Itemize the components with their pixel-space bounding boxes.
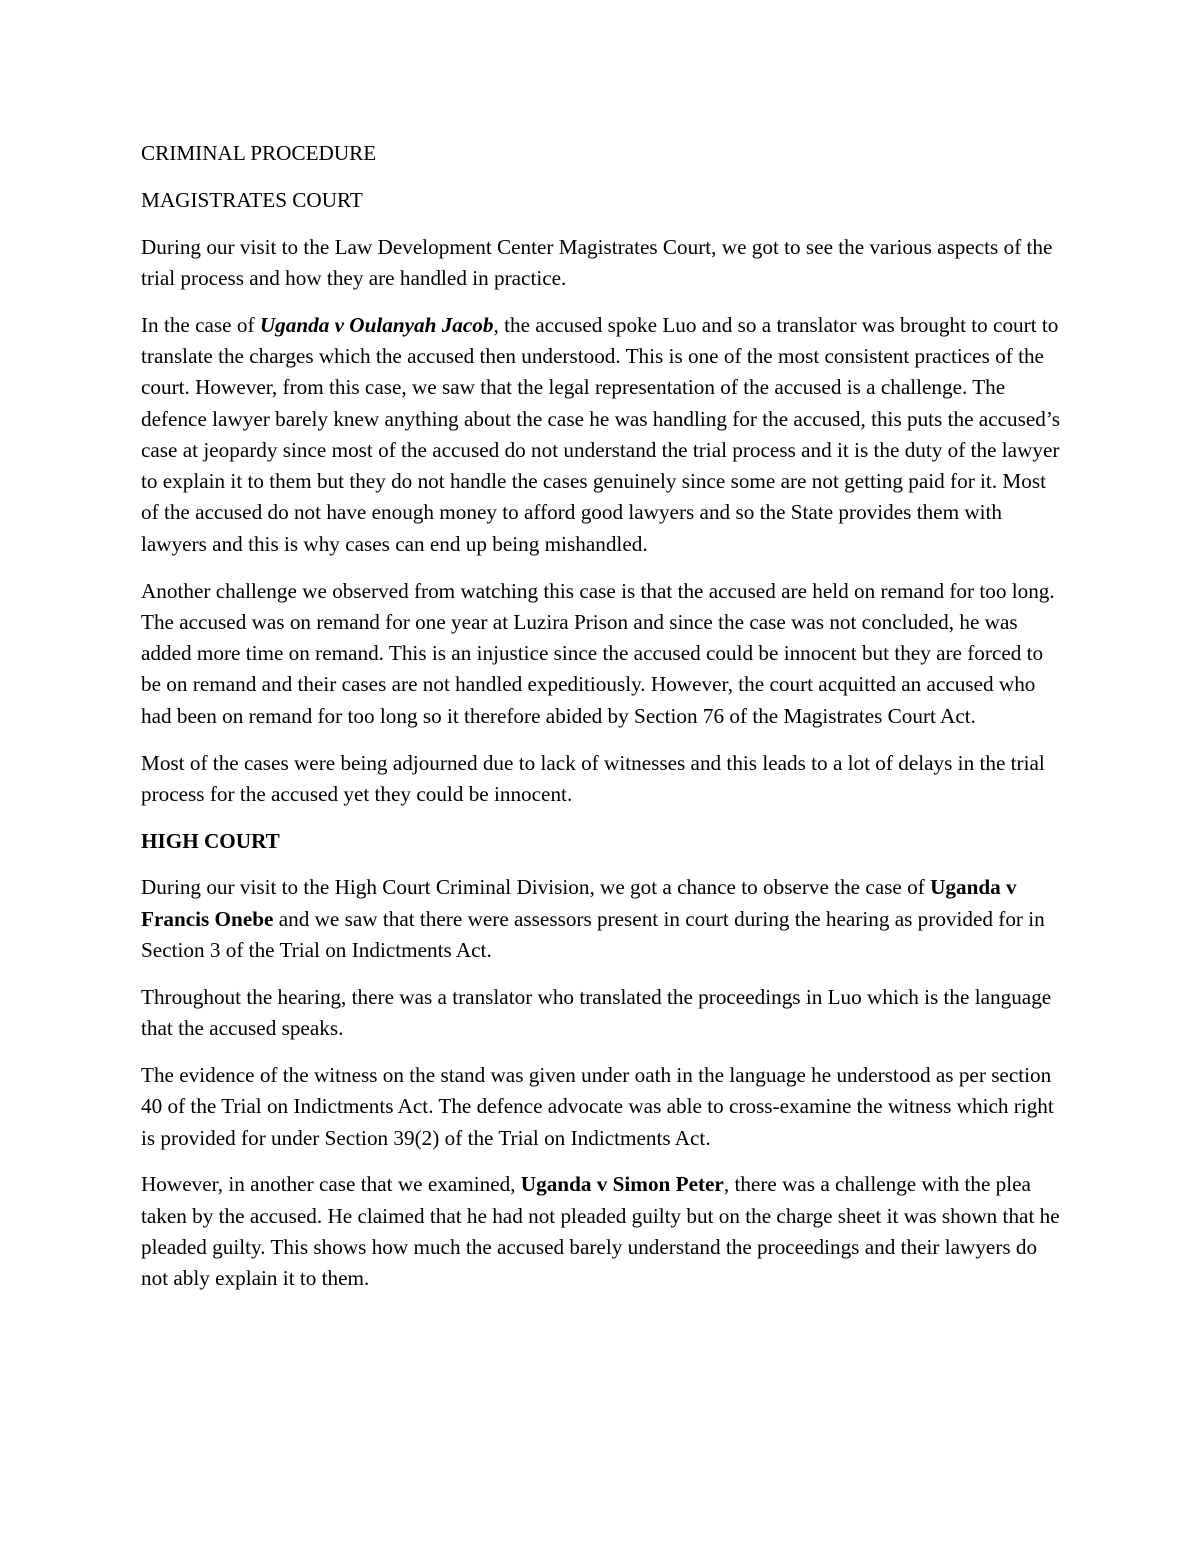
- paragraph: In the case of Uganda v Oulanyah Jacob, the accused spoke Luo and so a translator was brought to court to translate the charges which the accused then understood. This is one of the most consistent practices of the court. However, from this case, we saw that the legal representation of the accused is a challenge. The defence lawyer barely knew anything about the case he was handling for the accused, this puts the accused’s case at jeopardy since most of the accused do not understand the trial process and it is the duty of the lawyer to explain it to them but they do not handle the cases genuinely since some are not getting paid for it. Most of the accused do not have enough money to afford good lawyers and so the State provides them with lawyers and this is why cases can end up being mishandled.: [141, 312, 1060, 556]
- paragraph: Another challenge we observed from watching this case is that the accused are held on remand for too long. The accused was on remand for one year at Luzira Prison and since the case was not concluded, he was added more time on remand. This is an injustice since the accused could be innocent but they are forced to be on remand and their cases are not handled expeditiously. However, the court acquitted an accused who had been on remand for too long so it therefore abided by Section 76 of the Magistrates Court Act.: [141, 578, 1055, 728]
- paragraph: During our visit to the High Court Criminal Division, we got a chance to observe the case of Uganda v Francis Onebe and we saw that there were assessors present in court during the hearing as provided for in Section 3 of the Trial on Indictments Act.: [141, 875, 1045, 963]
- case-name: Uganda v Oulanyah Jacob: [259, 312, 494, 337]
- paragraph: During our visit to the Law Development Center Magistrates Court, we got to see the various aspects of the trial process and how they are handled in practice.: [141, 234, 1053, 290]
- section-heading-magistrates-court: MAGISTRATES COURT: [141, 187, 363, 212]
- paragraph: The evidence of the witness on the stand was given under oath in the language he understood as per section 40 of the Trial on Indictments Act. The defence advocate was able to cross-examine the witness which right is provided for under Section 39(2) of the Trial on Indictments Act.: [141, 1062, 1054, 1150]
- paragraph: Most of the cases were being adjourned due to lack of witnesses and this leads to a lot of delays in the trial process for the accused yet they could be innocent.: [141, 750, 1045, 806]
- case-name: Uganda v Francis Onebe: [141, 875, 1017, 931]
- section-heading-high-court: HIGH COURT: [141, 828, 280, 853]
- case-name: Uganda v Simon Peter: [520, 1172, 724, 1197]
- document-page: [141, 138, 1066, 1310]
- document-title: CRIMINAL PROCEDURE: [141, 141, 377, 165]
- paragraph: However, in another case that we examined, Uganda v Simon Peter, there was a challenge with the plea taken by the accused. He claimed that he had not pleaded guilty but on the charge sheet it was shown that he pleaded guilty. This shows how much the accused barely understand the proceedings and their lawyers do not ably explain it to them.: [141, 1172, 1060, 1291]
- paragraph: Throughout the hearing, there was a translator who translated the proceedings in Luo which is the language that the accused speaks.: [141, 984, 1052, 1041]
